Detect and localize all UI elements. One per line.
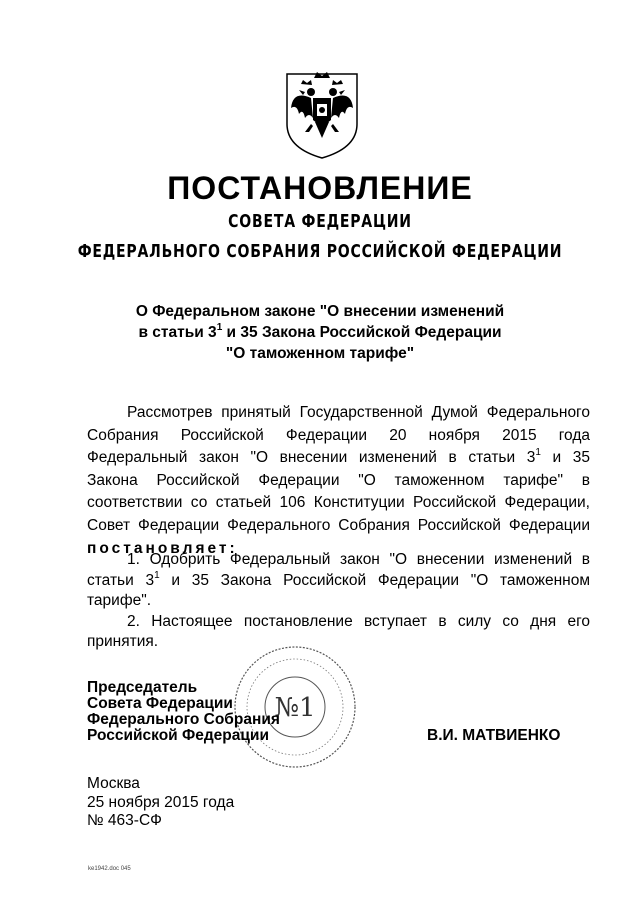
decree-word: постановляет: xyxy=(87,539,238,557)
stamp-number: №1 xyxy=(274,693,316,723)
document-subject xyxy=(0,301,640,364)
preamble-paragraph xyxy=(87,402,590,560)
signer-position-line-4: Российской Федерации xyxy=(87,727,269,744)
issuing-body-line1: СОВЕТА ФЕДЕРАЦИИ xyxy=(228,211,412,232)
place-and-date xyxy=(87,775,234,831)
subject-line-1: О Федеральном законе "О внесении изменений xyxy=(135,303,505,320)
item-1-line-3: тарифе". xyxy=(87,592,152,609)
signer-position-line-3: Федерального Собрания xyxy=(87,711,280,728)
signer-position-line-2: Совета Федерации xyxy=(87,695,233,712)
body-line-1: Рассмотрев принятый Государственной Думой Федерального xyxy=(127,404,590,421)
resolution-items xyxy=(87,550,590,653)
signer-position-line-1: Председатель xyxy=(87,679,198,696)
body-line-3: Федеральный закон "О внесении изменений в статьи $3^1$ и 35 xyxy=(87,447,590,467)
issuing-body-line2: ФЕДЕРАЛЬНОГО СОБРАНИЯ РОССИЙСКОЙ ФЕДЕРАЦИИ xyxy=(77,241,563,262)
date: 25 ноября 2015 года xyxy=(87,793,235,811)
body-line-2: Собрания Российской Федерации 20 ноября 2015 года xyxy=(87,426,590,444)
document-title: ПОСТАНОВЛЕНИЕ xyxy=(167,170,473,206)
subject-line-3: "О таможенном тарифе" xyxy=(225,345,415,362)
superscript: 1 xyxy=(216,322,223,333)
item-1-line-2: статьи $3^1$ и 35 Закона Российской Федерации "О таможенном xyxy=(87,569,590,589)
item-2-line-1: 2. Настоящее постановление вступает в силу со дня его xyxy=(127,612,590,630)
city: Москва xyxy=(87,775,140,792)
body-line-6: Совет Федерации Федерального Собрания Российской Федерации xyxy=(87,516,590,534)
superscript: 1 xyxy=(154,569,160,581)
signer-name: В.И. МАТВИЕНКО xyxy=(427,727,561,744)
subject-line-2: в статьи $3^1$ и 35 Закона Российской Федерации xyxy=(138,322,502,341)
coat-of-arms-icon xyxy=(281,68,363,160)
body-line-4: Закона Российской Федерации "О таможенном тарифе" в xyxy=(87,471,590,489)
superscript: 1 xyxy=(535,447,541,459)
signer-position xyxy=(87,680,280,744)
body-line-5: соответствии со статьей 106 Конституции Российской Федерации, xyxy=(87,494,590,512)
item-2-line-2: принятия. xyxy=(87,633,159,650)
item-1-line-1: 1. Одобрить Федеральный закон "О внесении изменений в xyxy=(127,551,590,568)
document-number: № 463-СФ xyxy=(87,812,162,829)
file-reference: ke1942.doc 045 xyxy=(88,866,131,872)
